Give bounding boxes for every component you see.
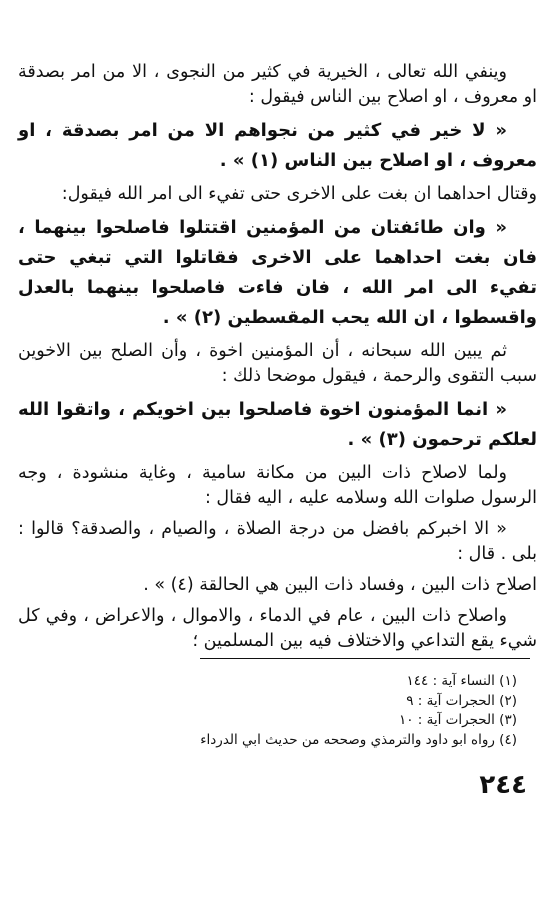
- footnote-2: (٢) الحجرات آية : ٩: [406, 692, 517, 709]
- quran-quote-2: « وان طائفتان من المؤمنين اقتتلوا فاصلحوا بينهما ، فان بغت احداهما على الاخرى فقاتلوا التي تبغي حتى تفيء الى امر الله ، فان فاءت فاصلحوا بينهما بالعدل واقسطوا ، ان الله يحب المقسطين (٢) » .: [18, 217, 537, 328]
- footnote-divider: [200, 658, 530, 659]
- quran-quote-1: « لا خير في كثير من نجواهم الا من امر بصدقة ، او معروف ، او اصلاح بين الناس (١) » .: [18, 120, 537, 171]
- footnotes: [37, 672, 517, 750]
- paragraph-4: ولما لاصلاح ذات البين من مكانة سامية ، وغاية منشودة ، وجه الرسول صلوات الله وسلامه عليه ، اليه فقال :: [18, 463, 537, 508]
- hadith-paragraph-2: اصلاح ذات البين ، وفساد ذات البين هي الحالقة (٤) » .: [143, 575, 537, 595]
- paragraph-7: واصلاح ذات البين ، عام في الدماء ، والاموال ، والاعراض ، وفي كل شيء يقع التداعي والاختلاف فيه بين المسلمين ؛: [18, 606, 537, 651]
- paragraph-1: وينفي الله تعالى ، الخيرية في كثير من النجوى ، الا من امر بصدقة او معروف ، او اصلاح بين الناس فيقول :: [18, 62, 537, 107]
- paragraph-2: وقتال احداهما ان بغت على الاخرى حتى تفيء الى امر الله فيقول:: [61, 184, 537, 204]
- page-number: ٢٤٤: [479, 770, 527, 800]
- footnote-3: (٣) الحجرات آية : ١٠: [399, 712, 517, 728]
- paragraph-3: ثم يبين الله سبحانه ، أن المؤمنين اخوة ، وأن الصلح بين الاخوين سبب التقوى والرحمة ، فيقول موضحا ذلك :: [18, 341, 537, 386]
- footnote-1: (١) النساء آية : ١٤٤: [406, 673, 517, 689]
- quran-quote-3: « انما المؤمنون اخوة فاصلحوا بين اخويكم ، واتقوا الله لعلكم ترحمون (٣) » .: [18, 399, 537, 450]
- hadith-paragraph-1: « الا اخبركم بافضل من درجة الصلاة ، والصيام ، والصدقة؟ قالوا : بلى . قال :: [18, 519, 537, 564]
- footnote-4: (٤) رواه ابو داود والترمذي وصححه من حديث ابي الدرداء: [200, 731, 517, 748]
